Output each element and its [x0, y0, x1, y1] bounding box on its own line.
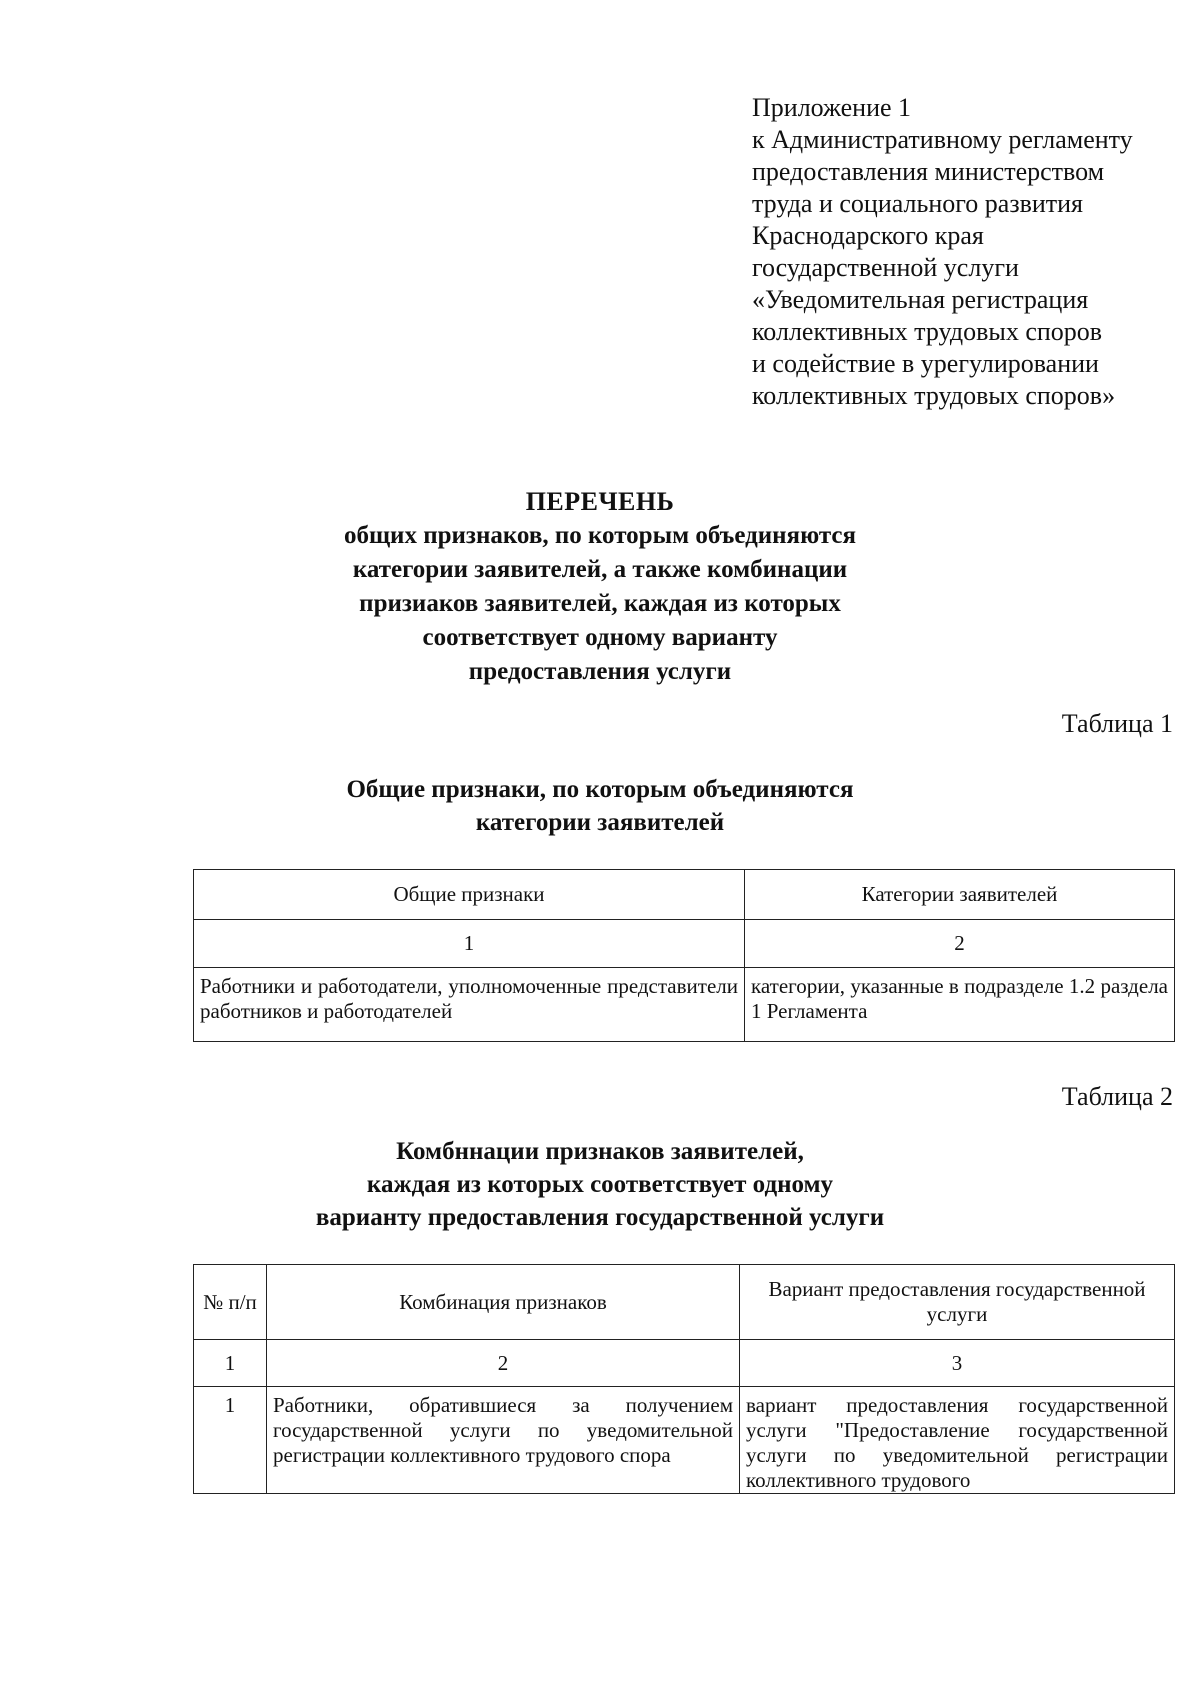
appendix-line: Краснодарского края: [752, 221, 984, 250]
table2-title-line: каждая из которых соответствует одному: [366, 1171, 834, 1198]
table2-title-line: Комбннации признаков заявителей,: [396, 1138, 804, 1165]
main-title-line: призиаков заявителей, каждая из которых: [359, 590, 841, 617]
table1-cell: Работники и работодатели, уполномоченные представители работников и работодателей: [194, 968, 745, 1042]
table2-number-cell: 3: [740, 1340, 1175, 1387]
table2-header-cell: Комбинация признаков: [267, 1265, 740, 1340]
table1-label: Таблица 1: [1061, 709, 1173, 738]
table1-number-cell: 2: [745, 920, 1175, 968]
table-row: [194, 1387, 1175, 1494]
table2-header-cell: Вариант предоставления государственной услуги: [740, 1265, 1175, 1340]
table2-title: [0, 1135, 1200, 1234]
main-title-line: соответствует одному варианту: [422, 624, 778, 651]
table2-cell-number: 1: [194, 1387, 267, 1494]
appendix-line: предоставления министерством: [752, 157, 1105, 186]
appendix-block: [752, 92, 1182, 412]
table2-title-line: варианту предоставления государственной услуги: [315, 1204, 885, 1231]
appendix-line: труда и социального развития: [752, 189, 1084, 218]
appendix-line: государственной услуги: [752, 253, 1019, 282]
appendix-line: к Административному регламенту: [752, 125, 1133, 154]
table2-number-cell: 1: [194, 1340, 267, 1387]
table1-title: [0, 773, 1200, 839]
table2-number-row: [194, 1340, 1175, 1387]
table2-header-cell: № п/п: [194, 1265, 267, 1340]
main-title-heading: ПЕРЕЧЕНЬ: [525, 487, 675, 516]
appendix-line: коллективных трудовых споров»: [752, 381, 1116, 410]
table1-header-cell: Общие признаки: [194, 870, 745, 920]
main-title-line: предоставления услуги: [468, 658, 732, 685]
appendix-line: и содействие в урегулировании: [752, 349, 1099, 378]
table-row: [194, 968, 1175, 1042]
table2-number-cell: 2: [267, 1340, 740, 1387]
table2: [193, 1264, 1175, 1494]
table2-header-row: [194, 1265, 1175, 1340]
main-title-line: категории заявителей, а также комбинации: [352, 556, 848, 583]
table2-cell: Работники, обратившиеся за получением государственной услуги по уведомительной регистрации коллективного трудового спора: [267, 1387, 740, 1494]
table2-label: Таблица 2: [1061, 1082, 1173, 1111]
table1-number-cell: 1: [194, 920, 745, 968]
table1-header-row: [194, 870, 1175, 920]
table1-cell: категории, указанные в подразделе 1.2 раздела 1 Регламента: [745, 968, 1175, 1042]
appendix-line: коллективных трудовых споров: [752, 317, 1103, 346]
table1-title-line: категории заявителей: [475, 809, 725, 836]
table2-cell: вариант предоставления государственной услуги "Предоставление государственной услуги по уведомительной регистрации коллективного трудового: [740, 1387, 1175, 1494]
main-title: [0, 485, 1200, 689]
appendix-line: Приложение 1: [752, 93, 912, 122]
appendix-line: «Уведомительная регистрация: [752, 285, 1089, 314]
main-title-line: общих признаков, по которым объединяются: [343, 522, 857, 549]
table1-title-line: Общие признаки, по которым объединяются: [346, 776, 854, 803]
table1-header-cell: Категории заявителей: [745, 870, 1175, 920]
table1: [193, 869, 1175, 1042]
table1-number-row: [194, 920, 1175, 968]
